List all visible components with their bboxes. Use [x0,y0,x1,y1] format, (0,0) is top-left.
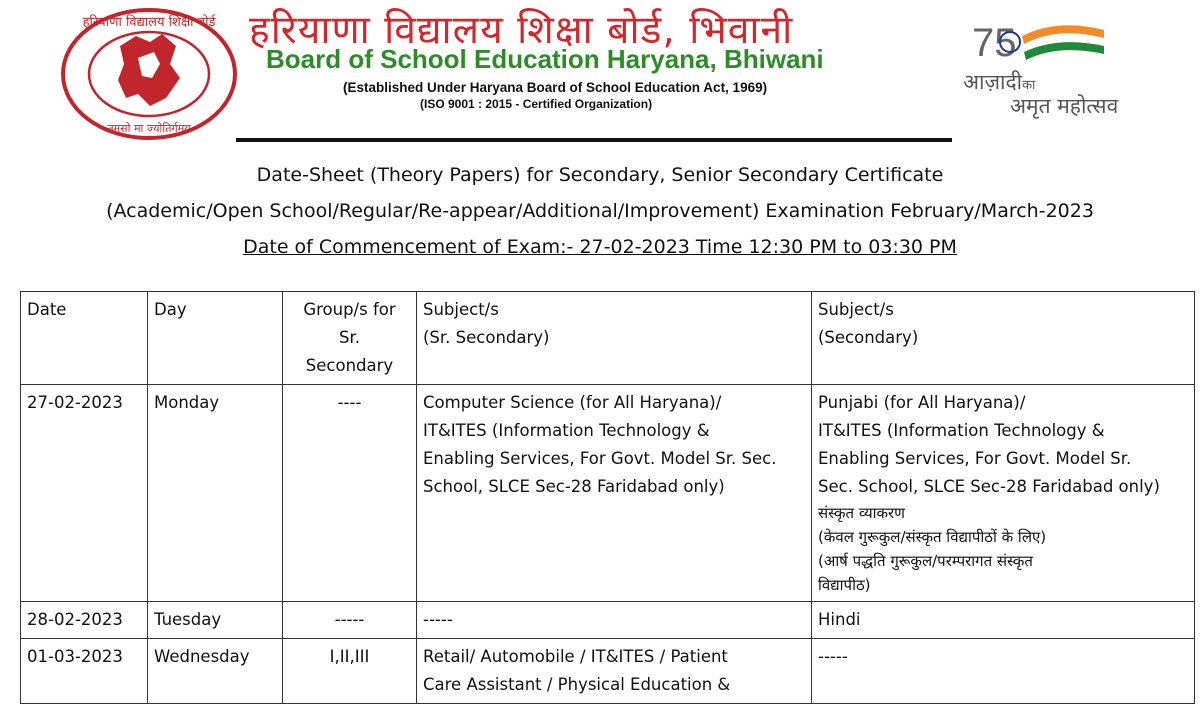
exam-types-heading: (Academic/Open School/Regular/Re-appear/Additional/Improvement) Examination February/March-2023 [106,200,1094,222]
cell-sec-subjects [812,639,1195,704]
header-group-line1: Group/s for [303,300,396,319]
established-note: (Established Under Haryana Board of School Education Act, 1969) [343,80,768,95]
commencement-heading: Date of Commencement of Exam:- 27-02-2023 Time 12:30 PM to 03:30 PM [243,236,957,258]
sec-subject-hindi-line: संस्कृत व्याकरण [818,504,906,522]
cell-group: ---- [283,385,417,602]
sec-subject-line: Hindi [818,610,861,629]
sec-subject-line: ----- [818,647,848,666]
cell-date: 01-03-2023 [21,639,148,704]
header-sr-line2: (Sr. Secondary) [423,328,550,347]
cell-sr-subjects [417,602,812,639]
cell-sec-subjects [812,602,1195,639]
table-row [21,639,1195,704]
sr-subject-line: School, SLCE Sec-28 Faridabad only) [423,477,725,496]
table-header-row [21,292,1195,385]
sr-subject-line: Retail/ Automobile / IT&ITES / Patient [423,647,728,666]
sr-subject-line: Care Assistant / Physical Education & [423,675,731,694]
header-sec-line2: (Secondary) [818,328,919,347]
cell-date: 28-02-2023 [21,602,148,639]
cell-day: Wednesday [148,639,283,704]
cell-group: I,II,III [283,639,417,704]
sr-subject-line: ----- [423,610,453,629]
logo-text-top: हरियाणा विद्यालय शिक्षा बोर्ड [82,15,216,30]
cell-day: Tuesday [148,602,283,639]
cell-group: ----- [283,602,417,639]
header-group-line2: Sr. [339,328,360,347]
sr-subject-line: Computer Science (for All Haryana)/ [423,393,722,412]
cell-sec-subjects [812,385,1195,602]
sr-subject-line: IT&ITES (Information Technology & [423,421,710,440]
header-group-line3: Secondary [305,356,394,375]
cell-sr-subjects [417,385,812,602]
header-sr-secondary [417,292,812,385]
cell-sr-subjects [417,639,812,704]
sec-subject-hindi-line: विद्यापीठ) [818,576,871,594]
datesheet-heading: Date-Sheet (Theory Papers) for Secondary, Senior Secondary Certificate [256,164,944,186]
header-sec-line1: Subject/s [818,300,894,319]
hbse-logo [58,6,240,142]
board-english-title: Board of School Education Haryana, Bhiwani [266,44,824,74]
header-divider [236,138,952,142]
iso-note: (ISO 9001 : 2015 - Certified Organization) [420,97,653,111]
sec-subject-line: Punjabi (for All Haryana)/ [818,393,1026,412]
sec-subject-hindi-line: (केवल गुरूकुल/संस्कृत विद्यापीठों के लिए) [818,528,1047,546]
azadi-ka: का [1022,78,1036,93]
cell-day: Monday [148,385,283,602]
table-row [21,385,1195,602]
sec-subject-line: Enabling Services, For Govt. Model Sr. [818,449,1132,468]
header-secondary [812,292,1195,385]
header-date: Date [21,292,148,385]
table-row [21,602,1195,639]
header-sr-line1: Subject/s [423,300,499,319]
sec-subject-line: Sec. School, SLCE Sec-28 Faridabad only) [818,477,1160,496]
header-day: Day [148,292,283,385]
board-hindi-title: हरियाणा विद्यालय शिक्षा बोर्ड, भिवानी [249,8,794,53]
sr-subject-line: Enabling Services, For Govt. Model Sr. Sec. [423,449,777,468]
datesheet-table [20,291,1195,704]
azadi-word: आज़ादी [963,70,1023,94]
sec-subject-hindi-line: (आर्ष पद्धति गुरूकुल/परम्परागत संस्कृत [818,552,1033,570]
sec-subject-line: IT&ITES (Information Technology & [818,421,1105,440]
header-group [283,292,417,385]
azadi-75-number: 75 [972,21,1017,65]
cell-date: 27-02-2023 [21,385,148,602]
azadi-line2: अमृत महोत्सव [1010,94,1119,118]
logo-text-bottom: तमसो मा ज्योतिर्गमय [107,122,191,135]
